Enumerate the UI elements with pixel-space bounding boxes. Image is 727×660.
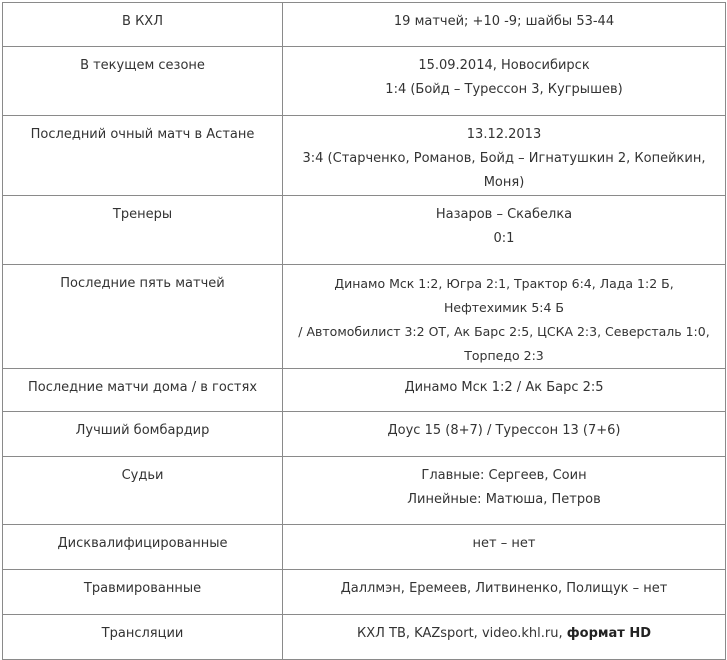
row-value: Назаров – Скабелка 0:1 xyxy=(283,196,726,265)
table-row xyxy=(3,369,726,412)
row-value: 15.09.2014, Новосибирск 1:4 (Бойд – Турессон 3, Кугрышев) xyxy=(283,47,726,116)
row-value: Динамо Мск 1:2, Югра 2:1, Трактор 6:4, Лада 1:2 Б, Нефтехимик 5:4 Б / Автомобилист 3:2 ОТ, Ак Барс 2:5, ЦСКА 2:3, Северсталь 1:0, Торпедо 2:3 xyxy=(283,265,726,369)
table-row xyxy=(3,116,726,196)
match-stats-table xyxy=(2,2,726,660)
broadcast-channels: КХЛ ТВ, KAZsport, video.khl.ru, xyxy=(357,626,567,641)
table-row xyxy=(3,196,726,265)
row-label: Дисквалифицированные xyxy=(3,525,283,570)
table-row xyxy=(3,47,726,116)
row-value: 19 матчей; +10 -9; шайбы 53-44 xyxy=(283,3,726,47)
row-label: Лучший бомбардир xyxy=(3,412,283,457)
row-label: Судьи xyxy=(3,457,283,525)
row-value xyxy=(283,615,726,660)
row-value: Доус 15 (8+7) / Турессон 13 (7+6) xyxy=(283,412,726,457)
row-label: Травмированные xyxy=(3,570,283,615)
row-value: нет – нет xyxy=(283,525,726,570)
row-label: В КХЛ xyxy=(3,3,283,47)
broadcast-format: формат HD xyxy=(566,626,651,641)
table-row xyxy=(3,412,726,457)
row-value: Даллмэн, Еремеев, Литвиненко, Полищук – нет xyxy=(283,570,726,615)
row-label: В текущем сезоне xyxy=(3,47,283,116)
row-label: Последний очный матч в Астане xyxy=(3,116,283,196)
row-value: Главные: Сергеев, Соин Линейные: Матюша, Петров xyxy=(283,457,726,525)
table-row xyxy=(3,615,726,660)
row-label: Последние пять матчей xyxy=(3,265,283,369)
table-row xyxy=(3,570,726,615)
table-row xyxy=(3,525,726,570)
row-value: 13.12.2013 3:4 (Старченко, Романов, Бойд – Игнатушкин 2, Копейкин, Моня) xyxy=(283,116,726,196)
table-row xyxy=(3,3,726,47)
row-label: Трансляции xyxy=(3,615,283,660)
table-row xyxy=(3,265,726,369)
table-row xyxy=(3,457,726,525)
row-label: Тренеры xyxy=(3,196,283,265)
row-value: Динамо Мск 1:2 / Ак Барс 2:5 xyxy=(283,369,726,412)
row-label: Последние матчи дома / в гостях xyxy=(3,369,283,412)
